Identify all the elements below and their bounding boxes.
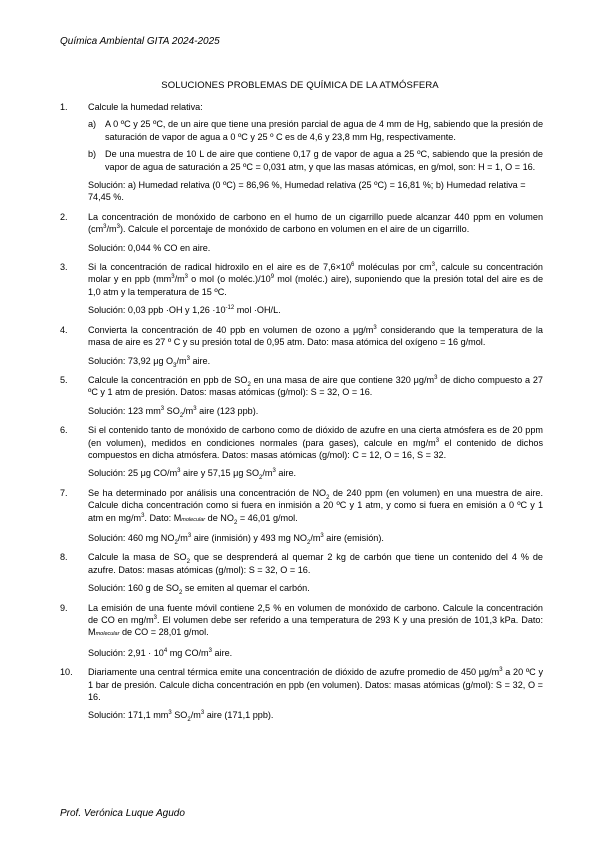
page-header: Química Ambiental GITA 2024-2025 xyxy=(60,36,220,47)
problem-number: 9. xyxy=(60,602,68,613)
page-footer: Prof. Verónica Luque Agudo xyxy=(60,808,185,819)
solution: Solución: 171,1 $mm^3$ $SO_2/m^3$ aire (171,1 ppb). xyxy=(88,710,274,724)
problem-7 xyxy=(60,487,543,545)
problem-number: 10. xyxy=(60,667,73,678)
problem-3 xyxy=(60,261,543,317)
problem-number: 5. xyxy=(60,374,68,385)
problem-text: Diariamente una central térmica emite una concentración de dióxido de azufre promedio de 450 $\mu g/m^3$ a 20 ºC y 1 bar de presión. Calcule dicha concentración en ppb (en volumen). Datos: masas atómicas (g/mol): S = 32, O = 16. xyxy=(88,667,543,703)
problem-4 xyxy=(60,324,543,367)
subproblem-letter: b) xyxy=(88,149,97,160)
problem-number: 4. xyxy=(60,324,68,335)
solution: Solución: 25 μg $CO/m^3$ aire y 57,15 μg $SO_2/m^3$ aire. xyxy=(88,468,297,482)
problem-2 xyxy=(60,211,543,254)
solution: Solución: 123 $mm^3$ $SO_2/m^3$ aire (123 ppb). xyxy=(88,405,259,419)
problem-10 xyxy=(60,666,543,722)
problem-9 xyxy=(60,602,543,660)
problem-number: 1. xyxy=(60,102,68,112)
problem-text: Calcule la humedad relativa: xyxy=(88,102,203,112)
solution: Solución: 73,92 μg $O_3/m^3$ aire. xyxy=(88,355,211,369)
solution: Solución: a) Humedad relativa (0 ºC) = 86,96 %, Humedad relativa (25 ºC) = 16,81 %; b) Humedad relativa = 74,45 %. xyxy=(88,180,526,203)
document-title: SOLUCIONES PROBLEMAS DE QUÍMICA DE LA ATMÓSFERA xyxy=(161,80,439,91)
problem-text: Calcule la masa de $SO_2$ que se desprenderá al quemar 2 kg de carbón que tiene un contenido del 4 % de azufre. Datos: masas atómicas (g/mol): S = 32, O = 16. xyxy=(88,552,543,575)
subproblem-a xyxy=(88,118,543,143)
problem-text: Calcule la concentración en ppb de $SO_2$ en una masa de aire que contiene 320 $\mu g/m^3$ de dicho compuesto a 27 ºC y 1 atm de presión. Datos: masas atómicas (g/mol): S = 32, O = 16. xyxy=(88,374,543,398)
solution: Solución: 160 g de $SO_2$ se emiten al quemar el carbón. xyxy=(88,583,310,596)
problem-number: 2. xyxy=(60,211,68,222)
problem-text: Si el contenido tanto de monóxido de carbono como de dióxido de azufre en una cierta atmósfera es de 20 ppm (en volumen), medidos en condiciones normales (para gases), calcule en $mg/m^3$ el contenido de dichos compuestos en dicha atmósfera. Datos: masas atómicas (g/mol): C = 12, O = 16, S = 32. xyxy=(88,425,543,460)
subproblem-text: A 0 ºC y 25 ºC, de un aire que tiene una presión parcial de agua de 4 mm de Hg, sabiendo que la presión de saturación de vapor de agua a 0 ºC y 25 º C es de 4,6 y 23,8 mm Hg, respectivamente. xyxy=(105,119,543,142)
problem-number: 7. xyxy=(60,487,68,498)
problem-text: Convierta la concentración de 40 ppb en volumen de ozono a $\mu g/m^3$ considerando que la temperatura de la masa de aire es 27 º C y su presión total de 0,95 atm. Dato: masa atómica del oxígeno = 16 g/mol. xyxy=(88,324,543,348)
solution: Solución: 0,044 % CO en aire. xyxy=(88,242,211,253)
problem-5 xyxy=(60,374,543,417)
problem-number: 8. xyxy=(60,552,68,563)
problem-number: 6. xyxy=(60,425,68,436)
problem-number: 3. xyxy=(60,262,68,273)
problem-8 xyxy=(60,551,543,594)
problem-1 xyxy=(60,101,543,204)
subproblem-text: De una muestra de 10 L de aire que contiene 0,17 g de vapor de agua a 25 ºC, sabiendo que la presión de vapor de agua de saturación a 25 ºC = 0,031 atm, y que las masas atómicas, en g/mol, son: H = 1, O = 16. xyxy=(105,149,543,172)
subproblem-b xyxy=(88,148,543,173)
problem-6 xyxy=(60,424,543,480)
solution: Solución: $2,91 \cdot 10^4$ mg $CO/m^3$ aire. xyxy=(88,647,233,658)
solution: Solución: 0,03 ppb ·OH y $1,26 \cdot 10^{-12}$ mol ·OH/L. xyxy=(88,305,281,316)
problem-text: La concentración de monóxido de carbono en el humo de un cigarrillo puede alcanzar 440 ppm en volumen $(cm^3/m^3)$. Calcule el porcentaje de monóxido de carbono en volumen en el aire de un cigarrillo. xyxy=(88,211,543,235)
problem-text: La emisión de una fuente móvil contiene 2,5 % en volumen de monóxido de carbono. Calcule la concentración de CO en $mg/m^3$. El volumen debe ser referido a una temperatura de 293 K y una presión de 101,3 kPa. Dato: Mmolecular de CO = 28,01 g/mol. xyxy=(88,602,544,638)
solution: Solución: 460 mg $NO_2/m^3$ aire (inmisión) y 493 mg $NO_2/m^3$ aire (emisión). xyxy=(88,532,384,546)
problem-text: Se ha determinado por análisis una concentración de $NO_2$ de 240 ppm (en volumen) en una muestra de aire. Calcule dicha concentración como si fuera en inmisión a 20 ºC y 1 atm, y como si fuera en emisión a 0 ºC y 1 atm en $mg/m^3$. Dato: Mmolecular de $NO_2 = 46,01$ g/mol. xyxy=(88,487,543,526)
problem-text: Si la concentración de radical hidroxilo en el aire es de $7,6\times 10^6$ moléculas por $cm^3$, calcule su concentración molar y en ppb ($mm^3/m^3$ o mol (o $moléc.)/10^9$ mol (moléc.) aire), suponiendo que la presión total del aire es de 1,0 atm y la temperatura de 15 ºC. xyxy=(88,262,543,297)
problem-list xyxy=(60,101,543,729)
subproblem-letter: a) xyxy=(88,119,97,130)
